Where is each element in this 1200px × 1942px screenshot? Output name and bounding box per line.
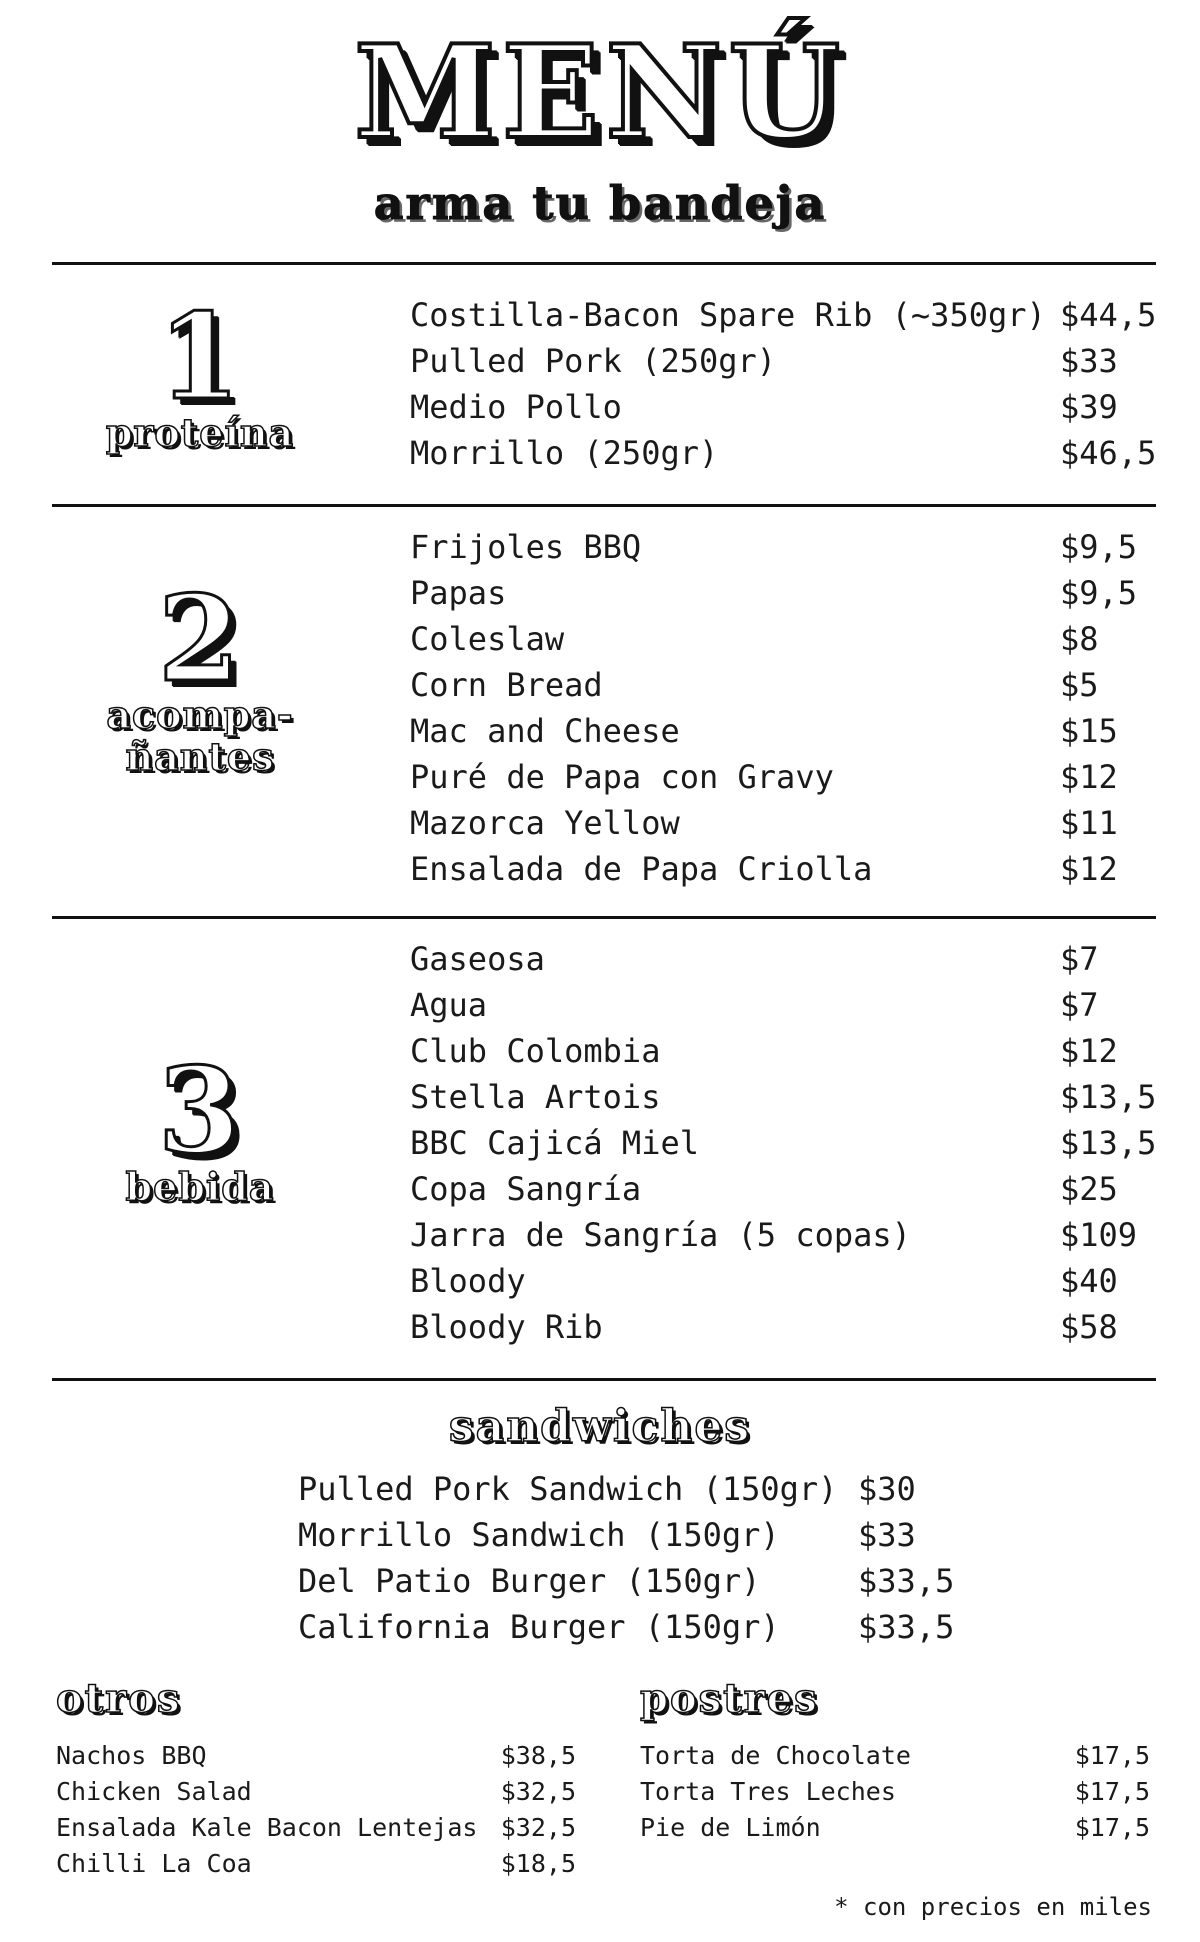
section-label — [50, 569, 350, 779]
item-price: $40 — [1060, 1262, 1118, 1300]
item-name: Bloody — [410, 1262, 526, 1300]
sandwiches-list — [298, 1466, 958, 1650]
item-name: Bloody Rib — [410, 1308, 603, 1346]
list-item — [410, 1120, 1160, 1166]
item-name: Puré de Papa con Gravy — [410, 758, 834, 796]
item-name: Torta de Chocolate — [640, 1741, 911, 1770]
list-item — [410, 1212, 1160, 1258]
item-price: $39 — [1060, 388, 1118, 426]
item-name: Pulled Pork (250gr) — [410, 342, 777, 380]
item-price: $33 — [858, 1516, 916, 1554]
item-price: $18,5 — [500, 1849, 576, 1878]
section-number: 3 — [157, 1041, 243, 1180]
item-name: Ensalada Kale Bacon Lentejas — [56, 1813, 478, 1842]
list-item — [640, 1738, 1150, 1774]
menu-subtitle: arma tu bandeja — [373, 176, 827, 230]
item-name: California Burger (150gr) — [298, 1608, 780, 1646]
item-name: Club Colombia — [410, 1032, 661, 1070]
section-acompanantes — [0, 504, 1200, 916]
item-price: $25 — [1060, 1170, 1118, 1208]
item-price: $32,5 — [500, 1813, 576, 1842]
list-item — [56, 1774, 576, 1810]
item-name: Stella Artois — [410, 1078, 661, 1116]
item-name: Chilli La Coa — [56, 1849, 252, 1878]
list-item — [410, 846, 1160, 892]
item-price: $32,5 — [500, 1777, 576, 1806]
item-price: $33,5 — [858, 1608, 955, 1646]
list-item — [410, 982, 1160, 1028]
list-item — [410, 1258, 1160, 1304]
list-item — [56, 1810, 576, 1846]
section-number: 2 — [157, 569, 243, 708]
item-name: Corn Bread — [410, 666, 603, 704]
section-title-line-1: acompa- — [106, 692, 294, 737]
section-proteina — [0, 262, 1200, 504]
section-title: bebida — [125, 1164, 275, 1209]
list-item — [410, 1074, 1160, 1120]
list-item — [410, 338, 1160, 384]
item-price: $44,5 — [1060, 296, 1157, 334]
item-name: Copa Sangría — [410, 1170, 642, 1208]
item-name: BBC Cajicá Miel — [410, 1124, 699, 1162]
item-price: $11 — [1060, 804, 1118, 842]
item-price: $30 — [858, 1470, 916, 1508]
item-name: Torta Tres Leches — [640, 1777, 896, 1806]
list-item — [298, 1604, 958, 1650]
list-item — [410, 524, 1160, 570]
item-name: Morrillo (250gr) — [410, 434, 719, 472]
item-name: Papas — [410, 574, 507, 612]
otros-list — [56, 1738, 576, 1882]
item-price: $9,5 — [1060, 574, 1138, 612]
list-item — [298, 1558, 958, 1604]
item-price: $9,5 — [1060, 528, 1138, 566]
item-price: $15 — [1060, 712, 1118, 750]
item-name: Mac and Cheese — [410, 712, 680, 750]
item-name: Del Patio Burger (150gr) — [298, 1562, 761, 1600]
list-item — [410, 570, 1160, 616]
item-name: Mazorca Yellow — [410, 804, 680, 842]
list-item — [640, 1810, 1150, 1846]
list-item — [56, 1846, 576, 1882]
list-item — [410, 800, 1160, 846]
item-price: $13,5 — [1060, 1124, 1157, 1162]
otros-heading: otros — [56, 1675, 182, 1722]
list-item — [410, 292, 1160, 338]
item-price: $5 — [1060, 666, 1099, 704]
item-price: $17,5 — [1074, 1777, 1150, 1806]
item-price: $7 — [1060, 986, 1099, 1024]
item-name: Gaseosa — [410, 940, 545, 978]
list-item — [298, 1466, 958, 1512]
item-list — [410, 292, 1160, 476]
list-item — [410, 384, 1160, 430]
item-name: Agua — [410, 986, 488, 1024]
section-number: 1 — [157, 287, 243, 426]
divider — [52, 1378, 1156, 1381]
item-price: $46,5 — [1060, 434, 1157, 472]
section-label — [50, 1041, 350, 1209]
list-item — [410, 1166, 1160, 1212]
item-price: $12 — [1060, 1032, 1118, 1070]
list-item — [410, 1304, 1160, 1350]
item-name: Chicken Salad — [56, 1777, 252, 1806]
list-item — [298, 1512, 958, 1558]
item-name: Pie de Limón — [640, 1813, 821, 1842]
list-item — [640, 1774, 1150, 1810]
list-item — [410, 1028, 1160, 1074]
list-item — [410, 430, 1160, 476]
section-bebida — [0, 916, 1200, 1376]
section-label — [50, 287, 350, 455]
item-price: $8 — [1060, 620, 1099, 658]
list-item — [410, 936, 1160, 982]
item-price: $109 — [1060, 1216, 1138, 1254]
item-name: Morrillo Sandwich (150gr) — [298, 1516, 780, 1554]
item-price: $33,5 — [858, 1562, 955, 1600]
item-name: Pulled Pork Sandwich (150gr) — [298, 1470, 838, 1508]
item-price: $12 — [1060, 850, 1118, 888]
item-name: Costilla-Bacon Spare Rib (~350gr) — [410, 296, 1046, 334]
item-price: $12 — [1060, 758, 1118, 796]
section-title: proteína — [105, 410, 295, 455]
item-price: $13,5 — [1060, 1078, 1157, 1116]
sandwiches-heading: sandwiches — [448, 1401, 752, 1452]
item-list — [410, 524, 1160, 892]
item-price: $33 — [1060, 342, 1118, 380]
item-name: Medio Pollo — [410, 388, 622, 426]
item-name: Nachos BBQ — [56, 1741, 207, 1770]
list-item — [410, 662, 1160, 708]
item-list — [410, 936, 1160, 1350]
item-name: Ensalada de Papa Criolla — [410, 850, 873, 888]
menu-title: MENÚ — [354, 18, 846, 168]
item-name: Frijoles BBQ — [410, 528, 642, 566]
list-item — [56, 1738, 576, 1774]
list-item — [410, 708, 1160, 754]
item-price: $58 — [1060, 1308, 1118, 1346]
item-price: $38,5 — [500, 1741, 576, 1770]
item-name: Coleslaw — [410, 620, 565, 658]
item-price: $17,5 — [1074, 1741, 1150, 1770]
price-footnote: * con precios en miles — [834, 1893, 1152, 1921]
postres-list — [640, 1738, 1150, 1846]
postres-heading: postres — [640, 1675, 819, 1722]
item-price: $17,5 — [1074, 1813, 1150, 1842]
item-name: Jarra de Sangría (5 copas) — [410, 1216, 911, 1254]
item-price: $7 — [1060, 940, 1099, 978]
list-item — [410, 616, 1160, 662]
list-item — [410, 754, 1160, 800]
section-title-line-2: ñantes — [125, 734, 275, 779]
